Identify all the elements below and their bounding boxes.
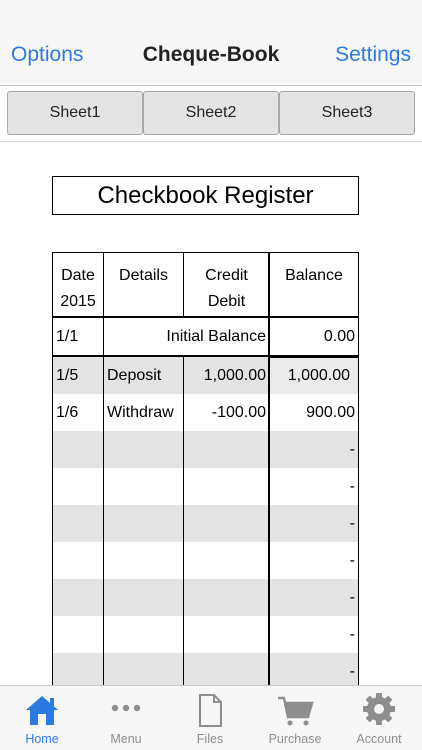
header-row	[53, 253, 359, 317]
empty-balance: -	[349, 515, 355, 532]
sheet-tab-bar	[0, 86, 422, 142]
column-divider	[268, 317, 270, 356]
options-button[interactable]: Options	[11, 43, 84, 66]
home-icon	[22, 692, 62, 728]
header-details: Details	[119, 267, 168, 284]
column-divider	[268, 253, 270, 317]
column-divider	[183, 253, 185, 317]
initial-balance-value[interactable]: 0.00	[323, 328, 355, 345]
table-row[interactable]	[53, 357, 359, 394]
empty-balance: -	[349, 441, 355, 458]
tab-bar	[0, 685, 422, 750]
app-title: Cheque-Book	[142, 43, 280, 66]
table-row[interactable]	[53, 505, 359, 542]
tab-account-label: Account	[356, 732, 402, 746]
column-divider	[268, 356, 270, 688]
tab-menu[interactable]	[84, 686, 168, 750]
table-row[interactable]	[53, 394, 359, 431]
empty-balance: -	[349, 663, 355, 680]
header-year: 2015	[60, 293, 96, 310]
header-date: Date	[61, 267, 95, 284]
table-row[interactable]	[53, 468, 359, 505]
register-table	[52, 252, 359, 688]
balance-cell	[270, 357, 358, 394]
file-icon	[190, 692, 230, 728]
header-credit: Credit	[205, 267, 248, 284]
entry-details[interactable]: Withdraw	[107, 404, 174, 421]
entry-details[interactable]: Deposit	[107, 367, 162, 384]
empty-balance: -	[349, 626, 355, 643]
table-row[interactable]	[53, 579, 359, 616]
tab-files-label: Files	[196, 732, 224, 746]
column-divider	[103, 253, 105, 688]
empty-balance: -	[349, 552, 355, 569]
register-title: Checkbook Register	[52, 176, 359, 215]
tab-account[interactable]	[337, 686, 421, 750]
tab-menu-label: Menu	[110, 732, 142, 746]
entry-date[interactable]: 1/6	[56, 404, 79, 421]
initial-date[interactable]: 1/1	[56, 328, 79, 345]
sheet-tab-1[interactable]: Sheet1	[7, 91, 143, 135]
tab-home[interactable]	[0, 686, 84, 750]
sheet-tab-2[interactable]: Sheet2	[143, 91, 279, 135]
tab-home-label: Home	[25, 732, 59, 746]
table-row[interactable]	[53, 616, 359, 653]
navigation-bar	[0, 0, 422, 86]
entry-balance: 1,000.00	[287, 367, 350, 384]
tab-purchase-label: Purchase	[268, 732, 322, 746]
entry-amount[interactable]: 1,000.00	[203, 367, 266, 384]
tab-purchase[interactable]	[253, 686, 337, 750]
entry-balance: 900.00	[306, 404, 355, 421]
table-row[interactable]	[53, 653, 359, 688]
initial-balance-row[interactable]	[53, 318, 359, 356]
entry-amount[interactable]: -100.00	[211, 404, 266, 421]
tab-files[interactable]	[168, 686, 252, 750]
table-row[interactable]	[53, 542, 359, 579]
column-divider	[183, 356, 185, 688]
table-row[interactable]	[53, 431, 359, 468]
header-debit: Debit	[207, 293, 246, 310]
empty-balance: -	[349, 589, 355, 606]
empty-balance: -	[349, 478, 355, 495]
cart-icon	[275, 692, 315, 728]
entry-date[interactable]: 1/5	[56, 367, 79, 384]
row-divider	[53, 355, 359, 357]
more-dots-icon	[106, 692, 146, 728]
initial-balance-label: Initial Balance	[166, 328, 266, 345]
header-balance: Balance	[285, 267, 343, 284]
settings-button[interactable]: Settings	[335, 43, 411, 66]
header-divider	[53, 316, 359, 318]
gear-icon	[359, 692, 399, 728]
sheet-tab-3[interactable]: Sheet3	[279, 91, 415, 135]
